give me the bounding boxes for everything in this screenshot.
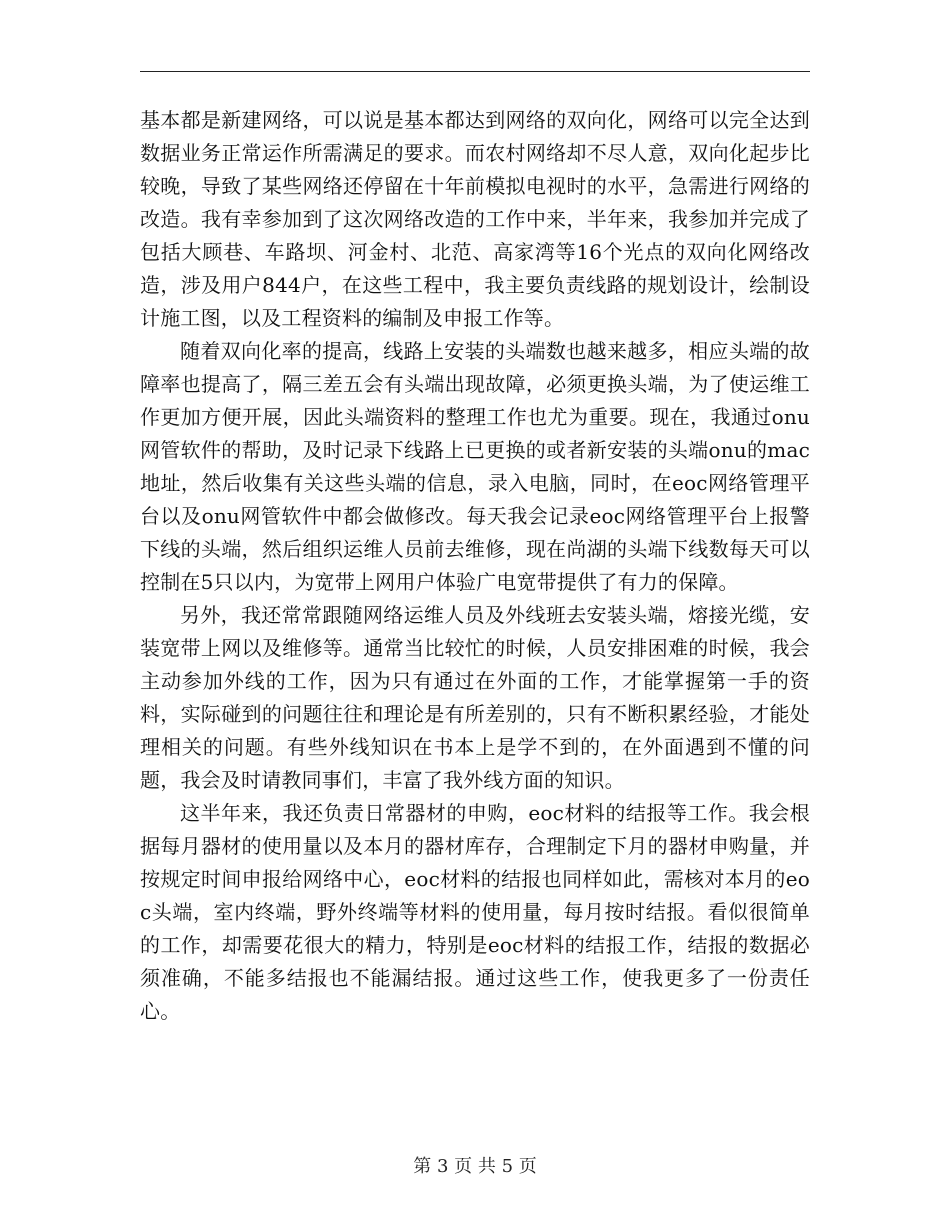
header-rule [140,71,810,72]
paragraph-4: 这半年来，我还负责日常器材的申购，eoc材料的结报等工作。我会根据每月器材的使用量以及本月的器材库存，合理制定下月的器材申购量，并按规定时间申报给网络中心，eoc材料的结报也同样如此，需核对本月的eoc头端，室内终端，野外终端等材料的使用量，每月按时结报。看似很简单的工作，却需要花很大的精力，特别是eoc材料的结报工作，结报的数据必须准确，不能多结报也不能漏结报。通过这些工作，使我更多了一份责任心。 [140,801,810,1023]
document-body [140,104,810,1028]
paragraph-1: 基本都是新建网络，可以说是基本都达到网络的双向化，网络可以完全达到数据业务正常运作所需满足的要求。而农村网络却不尽人意，双向化起步比较晚，导致了某些网络还停留在十年前模拟电视时的水平，急需进行网络的改造。我有幸参加到了这次网络改造的工作中来，半年来，我参加并完成了包括大顾巷、车路坝、河金村、北范、高家湾等16个光点的双向化网络改造，涉及用户844户，在这些工程中，我主要负责线路的规划设计，绘制设计施工图，以及工程资料的编制及申报工作等。 [140,108,810,330]
paragraph-2: 随着双向化率的提高，线路上安装的头端数也越来越多，相应头端的故障率也提高了，隔三差五会有头端出现故障，必须更换头端，为了使运维工作更加方便开展，因此头端资料的整理工作也尤为重要。现在，我通过onu网管软件的帮助，及时记录下线路上已更换的或者新安装的头端onu的mac地址，然后收集有关这些头端的信息，录入电脑，同时，在eoc网络管理平台以及onu网管软件中都会做修改。每天我会记录eoc网络管理平台上报警下线的头端，然后组织运维人员前去维修，现在尚湖的头端下线数每天可以控制在5只以内，为宽带上网用户体验广电宽带提供了有力的保障。 [140,339,810,594]
paragraph-3: 另外，我还常常跟随网络运维人员及外线班去安装头端，熔接光缆，安装宽带上网以及维修等。通常当比较忙的时候，人员安排困难的时候，我会主动参加外线的工作，因为只有通过在外面的工作，才能掌握第一手的资料，实际碰到的问题往往和理论是有所差别的，只有不断积累经验，才能处理相关的问题。有些外线知识在书本上是学不到的，在外面遇到不懂的问题，我会及时请教同事们，丰富了我外线方面的知识。 [140,603,810,792]
page-number-footer: 第 3 页 共 5 页 [413,1156,537,1177]
